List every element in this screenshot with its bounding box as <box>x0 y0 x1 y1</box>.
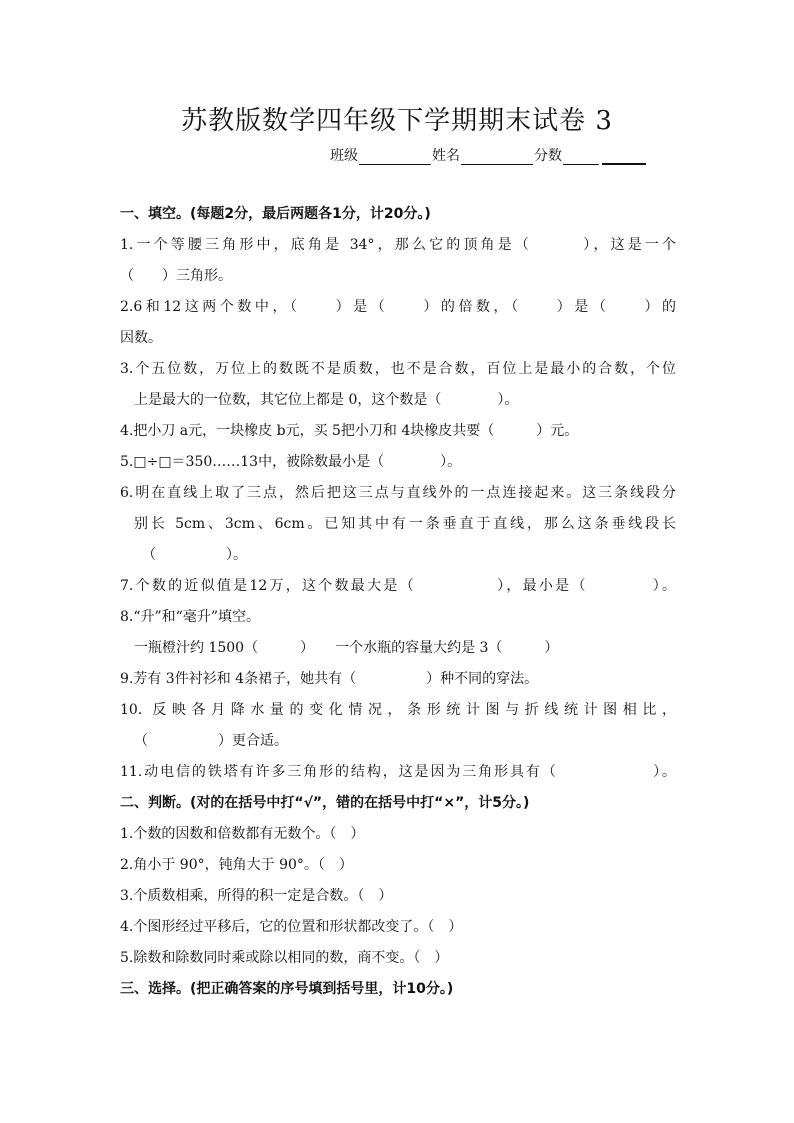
name-blank[interactable] <box>461 150 533 165</box>
question-line: 2.6和12这两个数中，（ ）是（ ）的倍数，（ ）是（ ）的 <box>120 299 676 315</box>
score-label: 分数 <box>534 148 562 164</box>
question-line: 上是最大的一位数，其它位上都是 0，这个数是（ ）。 <box>134 392 519 408</box>
question-line: 2.角小于 90°，钝角大于 90°。（ ） <box>120 857 353 873</box>
question-line: 5.□÷□＝350……13中，被除数最小是（ ）。 <box>120 454 462 470</box>
score-blank[interactable] <box>563 150 599 165</box>
question-line: 3.个五位数，万位上的数既不是质数，也不是合数，百位上是最小的合数，个位 <box>120 361 676 377</box>
question-line: （ ）三角形。 <box>120 268 232 284</box>
question-line: 一瓶橙汁约 1500（ ） 一个水瓶的容量大约是 3（ ） <box>134 640 559 656</box>
question-line: （ ）。 <box>142 547 247 563</box>
page-title: 苏教版数学四年级下学期期末试卷 3 <box>181 106 613 136</box>
question-line: 7.个数的近似值是12万，这个数最大是（ ），最小是（ ）。 <box>120 578 676 594</box>
question-line: 9.芳有 3件衬衫和 4条裙子，她共有（ ）种不同的穿法。 <box>120 671 539 687</box>
exam-content <box>120 202 676 1008</box>
question-line: 6.明在直线上取了三点，然后把这三点与直线外的一点连接起来。这三条线段分 <box>120 485 676 501</box>
question-line: 因数。 <box>120 330 162 346</box>
question-line: 10. 反映各月降水量的变化情况，条形统计图与折线统计图相比， <box>120 702 676 718</box>
question-line: 11.动电信的铁塔有许多三角形的结构，这是因为三角形具有（ ）。 <box>120 764 676 780</box>
question-line: 3.个质数相乘，所得的积一定是合数。（ ） <box>120 888 393 904</box>
student-info-line <box>330 145 647 165</box>
score-blank-extension <box>602 149 646 165</box>
section-heading: 二、判断。(对的在括号中打“√”，错的在括号中打“×”，计5分。) <box>120 795 530 811</box>
question-line: 5.除数和除数同时乘或除以相同的数，商不变。（ ） <box>120 950 449 966</box>
section-heading: 三、选择。(把正确答案的序号填到括号里，计10分。) <box>120 981 454 997</box>
question-line: 1.一个等腰三角形中，底角是 34°，那么它的顶角是（ ），这是一个 <box>120 237 676 253</box>
question-line: 4.个图形经过平移后，它的位置和形状都改变了。（ ） <box>120 919 463 935</box>
question-line: 别长 5cm、3cm、6cm。已知其中有一条垂直于直线，那么这条垂线段长 <box>134 516 676 532</box>
class-blank[interactable] <box>359 150 431 165</box>
question-line: （ ）更合适。 <box>134 733 288 749</box>
class-label: 班级 <box>330 148 358 164</box>
question-line: 8.“升”和“毫升”填空。 <box>120 609 260 625</box>
question-line: 1.个数的因数和倍数都有无数个。（ ） <box>120 826 365 842</box>
question-line: 4.把小刀 a元，一块橡皮 b元，买 5把小刀和 4块橡皮共要（ ）元。 <box>120 423 579 439</box>
section-heading: 一、填空。(每题2分，最后两题各1分，计20分。) <box>120 206 431 222</box>
name-label: 姓名 <box>432 148 460 164</box>
